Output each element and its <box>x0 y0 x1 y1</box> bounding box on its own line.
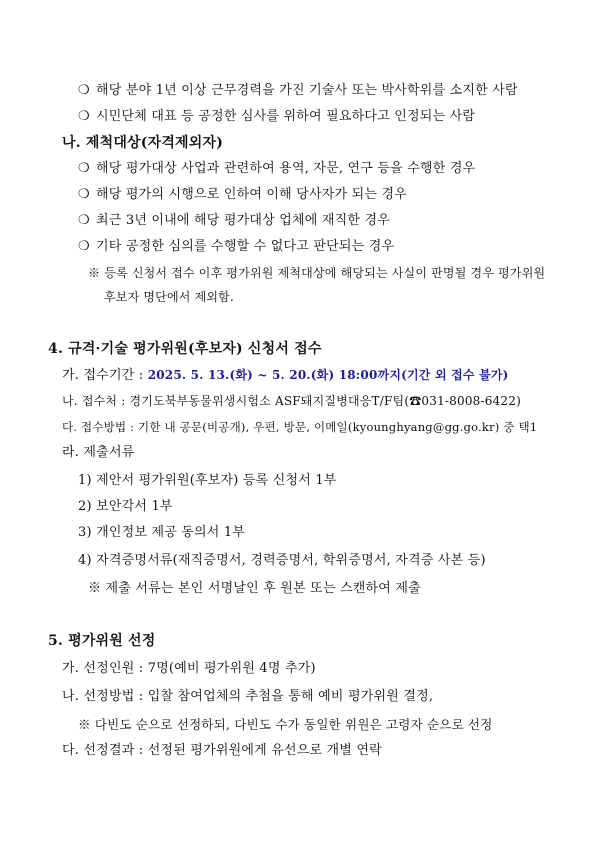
exclusion-text: 최근 3년 이내에 해당 평가대상 업체에 재직한 경우 <box>96 213 390 228</box>
qualification-text: 해당 분야 1년 이상 근무경력을 가진 기술사 또는 박사학위를 소지한 사람 <box>96 83 518 98</box>
exclusion-item <box>78 238 394 256</box>
section5-count: 가. 선정인원 : 7명(예비 평가위원 4명 추가) <box>62 661 316 676</box>
circle-bullet-icon: ❍ <box>78 161 90 176</box>
period-label: 가. 접수기간 : <box>62 368 148 383</box>
section5-result: 다. 선정결과 : 선정된 평가위원에게 유선으로 개별 연락 <box>62 743 382 758</box>
circle-bullet-icon: ❍ <box>78 83 90 98</box>
section4-heading: 4. 규격·기술 평가위원(후보자) 신청서 접수 <box>48 341 322 357</box>
exclusion-text: 기타 공정한 심의를 수행할 수 없다고 판단되는 경우 <box>96 239 395 254</box>
exclusion-note-line2: 후보자 명단에서 제외함. <box>104 290 234 304</box>
doc-item: 1) 제안서 평가위원(후보자) 등록 신청서 1부 <box>78 473 337 488</box>
exclusion-heading: 나. 제척대상(자격제외자) <box>62 135 224 151</box>
qualification-item <box>78 82 518 100</box>
doc-item: 2) 보안각서 1부 <box>78 499 173 514</box>
exclusion-item <box>78 186 407 204</box>
doc-item: 3) 개인정보 제공 동의서 1부 <box>78 525 246 540</box>
exclusion-item <box>78 160 475 178</box>
section4-docs-heading: 라. 제출서류 <box>62 445 135 460</box>
section4-period <box>62 366 509 385</box>
docs-note: ※ 제출 서류는 본인 서명날인 후 원본 또는 스캔하여 제출 <box>88 581 421 596</box>
section5-method-note: ※ 다빈도 순으로 선정하되, 다빈도 수가 동일한 위원은 고령자 순으로 선정 <box>78 717 493 732</box>
qualification-text: 시민단체 대표 등 공정한 심사를 위하여 필요하다고 인정되는 사람 <box>96 109 476 124</box>
circle-bullet-icon: ❍ <box>78 239 90 254</box>
section5-method: 나. 선정방법 : 입찰 참여업체의 추첨을 통해 예비 평가위원 결정, <box>62 689 434 704</box>
period-value: 2025. 5. 13.(화) ~ 5. 20.(화) 18:00까지(기간 외 접수 불가) <box>147 368 509 382</box>
exclusion-text: 해당 평가대상 사업과 관련하여 용역, 자문, 연구 등을 수행한 경우 <box>96 161 476 176</box>
circle-bullet-icon: ❍ <box>78 187 90 202</box>
exclusion-note-line1: 등록 신청서 접수 이후 평가위원 제척대상에 해당되는 사실이 판명될 경우 평가위원 <box>104 266 546 280</box>
section5-heading: 5. 평가위원 선정 <box>48 633 156 649</box>
exclusion-note <box>88 264 545 282</box>
circle-bullet-icon: ❍ <box>78 213 90 228</box>
qualification-item <box>78 108 475 126</box>
circle-bullet-icon: ❍ <box>78 109 90 124</box>
doc-item: 4) 자격증명서류(재직증명서, 경력증명서, 학위증명서, 자격증 사본 등) <box>78 553 486 568</box>
exclusion-text: 해당 평가의 시행으로 인하여 이해 당사자가 되는 경우 <box>96 187 408 202</box>
exclusion-item <box>78 212 390 230</box>
section4-place: 나. 접수처 : 경기도북부동물위생시험소 ASF돼지질병대응T/F팀(☎031-8008-6422) <box>62 394 521 408</box>
section4-method: 다. 접수방법 : 기한 내 공문(비공개), 우편, 방문, 이메일(kyounghyang@gg.go.kr) 중 택1 <box>62 420 538 434</box>
note-mark: ※ <box>88 266 101 280</box>
